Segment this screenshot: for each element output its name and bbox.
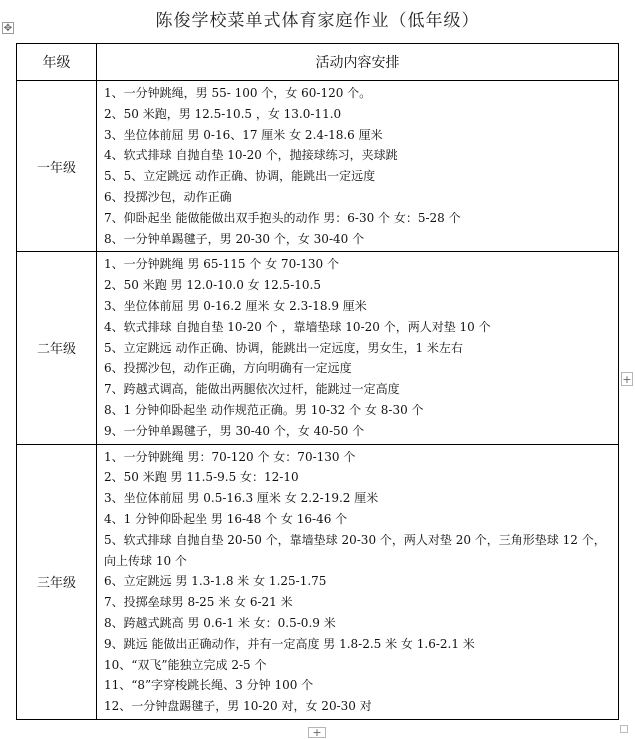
activity-item: 3、坐位体前屈 男 0.5-16.3 厘米 女 2.2-19.2 厘米 (104, 491, 379, 506)
table-row-grade-1 (17, 81, 619, 252)
activity-item: 5、立定跳远 动作正确、协调，能跳出一定远度，男女生，1 米左右 (104, 340, 463, 355)
activity-item: 9、一分钟单踢毽子，男 30-40 个，女 40-50 个 (104, 423, 365, 438)
homework-schedule-table (16, 43, 619, 720)
activity-item: 11、“8”字穿梭跳长绳、3 分钟 100 个 (104, 678, 314, 693)
header-grade: 年级 (17, 44, 97, 81)
table-row-grade-2 (17, 252, 619, 444)
activity-item: 4、软式排球 自抛自垫 10-20 个 ，靠墙垫球 10-20 个，两人对垫 10 个 (104, 319, 491, 334)
activity-item: 6、投掷沙包，动作正确，方向明确有一定远度 (104, 361, 352, 376)
activity-item: 10、“双飞”能独立完成 2-5 个 (104, 657, 267, 672)
document-title: 陈俊学校菜单式体育家庭作业（低年级） (155, 11, 480, 31)
activity-list (97, 252, 619, 444)
activity-item: 6、立定跳远 男 1.3-1.8 米 女 1.25-1.75 (104, 574, 327, 589)
grade-label: 三年级 (17, 444, 97, 719)
activity-item: 8、1 分钟仰卧起坐 动作规范正确。男 10-32 个 女 8-30 个 (104, 402, 424, 417)
add-column-plus-icon[interactable]: + (622, 373, 632, 386)
activity-item: 8、一分钟单踢毽子，男 20-30 个，女 30-40 个 (104, 231, 365, 246)
activity-item: 3、坐位体前屈 男 0-16.2 厘米 女 2.3-18.9 厘米 (104, 298, 367, 313)
grade-label: 二年级 (17, 252, 97, 444)
activity-item: 5、软式排球 自抛自垫 20-50 个，靠墙垫球 20-30 个，两人对垫 20 个，三角形垫球 12 个，向上传球 10 个 (104, 532, 606, 568)
add-row-plus-icon[interactable]: + (308, 727, 326, 738)
activity-item: 7、投掷垒球男 8-25 米 女 6-21 米 (104, 595, 293, 610)
table-header-row (17, 44, 619, 81)
activity-item: 8、跨越式跳高 男 0.6-1 米 女：0.5-0.9 米 (104, 615, 336, 630)
activity-item: 2、50 米跑 男 12.0-10.0 女 12.5-10.5 (104, 278, 321, 293)
grade-label: 一年级 (17, 81, 97, 252)
activity-item: 5、5、立定跳远 动作正确、协调，能跳出一定远度 (104, 169, 376, 184)
activity-item: 9、跳远 能做出正确动作，并有一定高度 男 1.8-2.5 米 女 1.6-2.1 米 (104, 636, 475, 651)
table-resize-handle[interactable] (620, 725, 628, 733)
activity-item: 3、坐位体前屈 男 0-16、17 厘米 女 2.4-18.6 厘米 (104, 127, 383, 142)
header-activities: 活动内容安排 (97, 44, 619, 81)
activity-list (97, 444, 619, 719)
table-move-handle-icon[interactable]: ✥ (3, 23, 13, 34)
activity-item: 4、1 分钟仰卧起坐 男 16-48 个 女 16-46 个 (104, 511, 348, 526)
activity-item: 7、跨越式调高，能做出两腿依次过杆，能跳过一定高度 (104, 382, 400, 397)
activity-item: 4、软式排球 自抛自垫 10-20 个，抛接球练习，夹球跳 (104, 148, 398, 163)
activity-item: 7、仰卧起坐 能做能做出双手抱头的动作 男：6-30 个 女：5-28 个 (104, 210, 461, 225)
activity-item: 1、一分钟跳绳，男 55- 100 个，女 60-120 个。 (104, 86, 372, 100)
activity-list (97, 81, 619, 252)
activity-item: 2、50 米跑 男 11.5-9.5 女：12-10 (104, 470, 299, 485)
table-row-grade-3 (17, 444, 619, 719)
activity-item: 1、一分钟跳绳 男：70-120 个 女：70-130 个 (104, 449, 356, 464)
activity-item: 12、一分钟盘踢毽子，男 10-20 对，女 20-30 对 (104, 699, 372, 714)
activity-item: 2、50 米跑，男 12.5-10.5 ，女 13.0-11.0 (104, 106, 342, 121)
activity-item: 1、一分钟跳绳 男 65-115 个 女 70-130 个 (104, 257, 339, 272)
activity-item: 6、投掷沙包，动作正确 (104, 189, 232, 204)
